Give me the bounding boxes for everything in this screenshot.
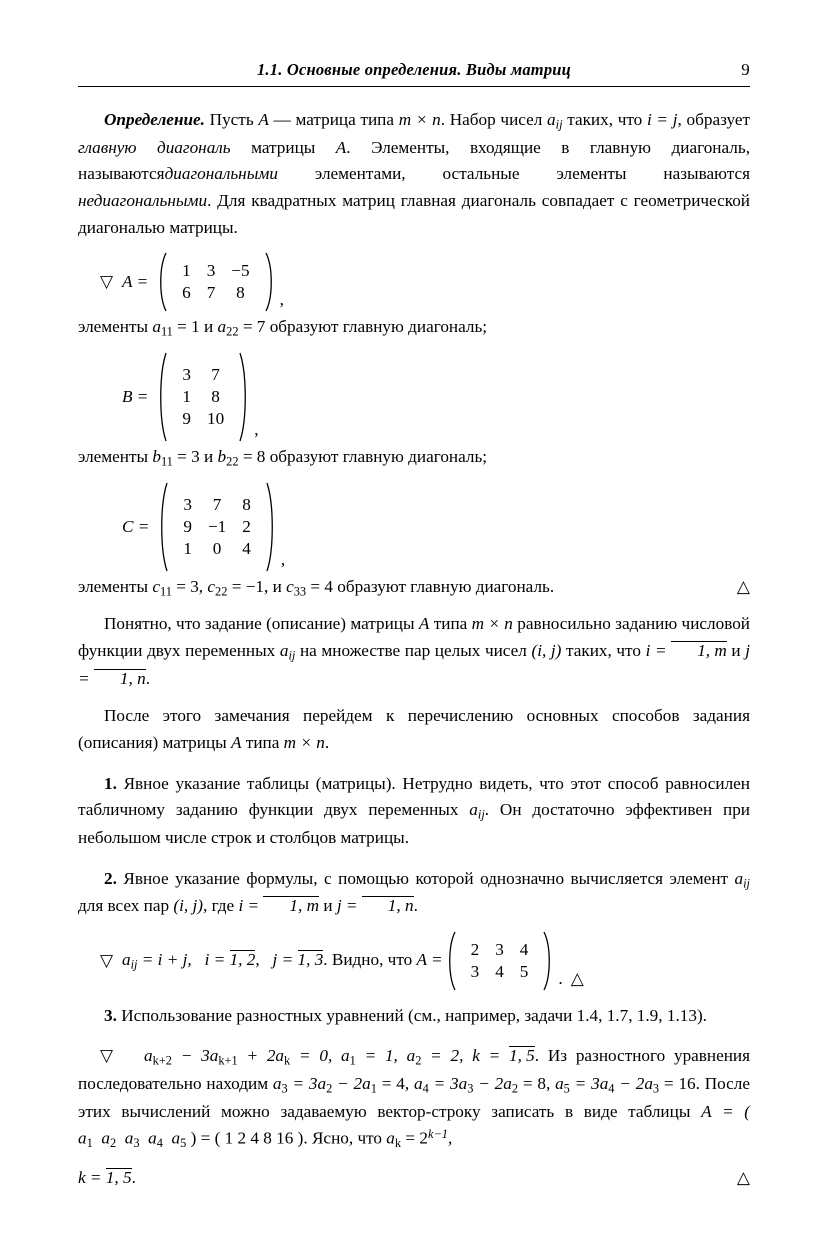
ex3-e-sub: 2 — [415, 1053, 422, 1068]
page-header — [78, 60, 750, 80]
header-rule — [78, 86, 750, 87]
matrix-c-note — [78, 574, 750, 602]
def-text-6: матрицы — [230, 137, 336, 157]
note-sym1: b — [152, 446, 161, 466]
ex3-v1: a — [78, 1129, 87, 1148]
term-main-diagonal: главную диагональ — [78, 137, 231, 157]
item-3 — [78, 1003, 750, 1030]
ex3-v4-sub: 4 — [156, 1136, 163, 1151]
paragraph-after — [78, 703, 750, 756]
pc-3: равносильно заданию числовой функции двух переменных — [78, 614, 750, 660]
item-3-number: 3. — [104, 1005, 117, 1025]
definition-label: Определение. — [104, 110, 205, 129]
matrix-block-c — [78, 482, 750, 572]
ex3-v2-sub: 2 — [109, 1136, 117, 1151]
symbol-A-eq: A = — [416, 949, 443, 969]
symbol-aij: a — [469, 800, 478, 820]
overline-12: 1, 2 — [229, 949, 256, 969]
ex2-text: . Видно, что — [323, 949, 417, 969]
left-paren-icon — [155, 482, 169, 572]
pa-1: После этого замечания перейдем к перечислению основных способов задания (описания) матрицы — [78, 706, 750, 752]
left-paren-icon — [154, 352, 168, 442]
note-pre: элементы — [78, 576, 153, 596]
ex2-comma: , — [255, 949, 260, 969]
ex3-v5: a — [171, 1129, 181, 1148]
symbol-mxn: m × n — [398, 110, 441, 129]
note-sym3-sub: 33 — [293, 584, 307, 599]
pa-3: . — [324, 732, 330, 752]
ex3-b5: − 2a — [614, 1074, 653, 1094]
overline-1n: 1, n — [362, 896, 414, 915]
matrix-c-label: C = — [122, 516, 150, 536]
def-text-4: таких, что — [562, 110, 647, 129]
ex3-ak-tail: , — [447, 1129, 453, 1148]
term-diagonal: диагональными — [164, 164, 278, 184]
note-sym1-sub: 11 — [159, 584, 172, 599]
item-1-text-2: . Он достаточно эффективен при небольшом числе строк и столбцов матрицы. — [78, 800, 750, 847]
ex3-ak-sup: k−1 — [427, 1127, 448, 1142]
pc-6: и — [726, 640, 746, 660]
end-triangle-icon: △ — [736, 1167, 750, 1187]
item-1 — [78, 771, 750, 852]
note-sym2-tail: = −1, и — [227, 576, 287, 596]
ex3-a5-tail: = 3a — [569, 1074, 609, 1094]
note-sym2-sub: 22 — [226, 454, 239, 469]
ex3-a4-sub2: 3 — [467, 1081, 474, 1096]
matrix-c — [155, 482, 278, 572]
cell: 7 — [211, 364, 220, 384]
item-2-text-2: для всех пар — [78, 896, 174, 916]
item-2-text-5: . — [413, 896, 418, 916]
symbol-mxn: m × n — [283, 732, 325, 752]
nabla-icon: ▽ — [100, 950, 114, 970]
ex3-v3: a — [124, 1129, 134, 1148]
ex3-b3: − 2a — [332, 1074, 371, 1094]
note-sym2-sub: 22 — [215, 584, 228, 599]
cell: 3 — [470, 961, 480, 981]
ex3-ak-eq: = 2 — [401, 1129, 428, 1148]
ex3-a4-sub: 4 — [422, 1081, 429, 1096]
note-sym2: a — [217, 317, 227, 337]
symbol-aij-sub: ij — [130, 957, 138, 972]
right-paren-icon — [542, 931, 556, 991]
def-text-1: Пусть — [204, 110, 259, 129]
ex3-a5: a — [555, 1074, 564, 1094]
pc-i-eq: i = — [645, 640, 672, 660]
ex3-a4-tail: = 3a — [428, 1074, 468, 1094]
ex3-a3-tail: = 3a — [287, 1074, 327, 1094]
ex3-b5-sub: 3 — [652, 1081, 660, 1096]
cell: 8 — [211, 386, 220, 406]
pc-5: таких, что — [561, 640, 646, 660]
right-paren-icon — [238, 352, 252, 442]
ex2-period: . — [558, 968, 563, 988]
nabla-icon: ▽ — [100, 272, 114, 292]
matrix-b-comma: , — [254, 419, 259, 439]
cell: 3 — [495, 939, 504, 959]
symbol-aij-sub: ij — [288, 648, 296, 663]
ex3-A-eq: A = ( — [701, 1101, 751, 1121]
pc-j-eq: j = — [78, 640, 751, 688]
def-text-9: . Для квадратных матриц главная диагональ совпадает с геометрической диагональю матрицы. — [78, 190, 750, 237]
def-text-8: элементами, остальные элементы называются — [277, 164, 750, 184]
note-sym1: a — [152, 317, 161, 337]
note-sym1: c — [152, 576, 160, 596]
term-nondiagonal: недиагональными — [78, 190, 208, 210]
item-1-number: 1. — [104, 773, 117, 793]
ex3-a5-sub: 5 — [563, 1081, 570, 1096]
symbol-A: A — [258, 110, 269, 129]
cell: 3 — [182, 364, 191, 384]
paragraph-clear — [78, 611, 750, 692]
ex3-v2: a — [101, 1129, 110, 1148]
note-sym1-tail: = 3, — [171, 576, 208, 596]
cell: −1 — [207, 516, 227, 536]
note-sym1-sub: 11 — [160, 454, 173, 469]
note-sym2: b — [217, 446, 227, 466]
def-text-3: . Набор чисел — [440, 110, 548, 129]
symbol-ij: (i, j) — [173, 896, 203, 916]
matrix-example-2-grid — [457, 938, 543, 984]
matrix-b-label: B = — [122, 386, 149, 406]
ex2-j-eq: j = — [272, 949, 298, 969]
cell: −5 — [231, 261, 250, 281]
ex3-b4: − 2a — [473, 1074, 512, 1094]
symbol-ij: (i, j) — [531, 640, 562, 660]
cell: 4 — [519, 939, 529, 959]
pc-4: на множестве пар целых чисел — [295, 640, 532, 660]
ex3-k-tail: . — [131, 1167, 136, 1187]
overline-15: 1, 5 — [105, 1167, 132, 1187]
cell: 4 — [242, 538, 251, 558]
example-2-block — [78, 931, 750, 991]
ex3-a3-sub2: 2 — [326, 1081, 333, 1096]
ex3-ak: a — [386, 1129, 395, 1148]
ex3-d-sub: 1 — [349, 1053, 356, 1068]
example-3 — [78, 1043, 750, 1153]
item-2-j-eq: j = — [336, 896, 362, 916]
ex3-a3-sub: 3 — [281, 1081, 288, 1096]
symbol-aij-sub: ij — [743, 875, 750, 890]
ex3-b: − 3a — [171, 1046, 219, 1066]
cell: 1 — [182, 386, 191, 406]
item-2-text-4: и — [319, 896, 337, 916]
symbol-A: A — [418, 614, 430, 634]
left-paren-icon — [154, 252, 168, 312]
matrix-a — [154, 252, 277, 312]
ex3-k-eq: k = — [78, 1167, 106, 1187]
matrix-c-comma: , — [280, 549, 286, 569]
page-number: 9 — [741, 60, 750, 79]
def-text-5: , образует — [677, 110, 751, 129]
ex2-i-eq: i = — [204, 949, 230, 969]
ex3-d: = 0, a — [290, 1046, 350, 1066]
item-3-text: Использование разностных уравнений (см., например, задачи 1.4, 1.7, 1.9, 1.13). — [116, 1005, 707, 1025]
cell: 10 — [207, 408, 225, 428]
ex3-b5-tail: = 16. После этих вычислений можно задаваемую вектор-строку записать в виде таблицы — [78, 1074, 751, 1121]
matrix-a-grid — [168, 259, 263, 305]
overline-1m: 1, m — [263, 896, 319, 915]
note-pre: элементы — [78, 446, 153, 466]
note-sym2-tail: = 7 образуют главную диагональ; — [238, 317, 488, 337]
cell: 1 — [183, 538, 192, 558]
note-sym3: c — [286, 576, 294, 596]
ex3-v5-sub: 5 — [180, 1136, 187, 1151]
note-sym1-tail: = 1 и — [172, 317, 218, 337]
right-paren-icon — [265, 482, 279, 572]
ex3-a: a — [144, 1046, 153, 1066]
ex3-v1-sub: 1 — [86, 1136, 93, 1151]
ex3-b3-sub: 1 — [370, 1081, 377, 1096]
symbol-aij: a — [279, 640, 289, 660]
item-2-number: 2. — [104, 868, 117, 888]
note-sym3-tail: = 4 образуют главную диагональ. — [306, 576, 555, 596]
note-sym2-tail: = 8 образуют главную диагональ; — [238, 446, 488, 466]
pc-2: типа — [429, 614, 472, 634]
ex3-a4: a — [414, 1074, 423, 1094]
item-2 — [78, 866, 750, 920]
cell: 2 — [242, 516, 251, 536]
matrix-a-note — [78, 314, 750, 342]
cell: 6 — [182, 283, 191, 303]
def-text-7: . Элементы, входящие в главную диагональ, называются — [78, 137, 750, 184]
ex3-b4-tail: = 8, — [518, 1074, 556, 1094]
pc-7: . — [145, 668, 150, 688]
cell: 1 — [182, 261, 191, 281]
item-2-i-eq: i = — [238, 896, 264, 916]
header-title: 1.1. Основные определения. Виды матриц — [256, 60, 572, 79]
note-sym1-tail: = 3 и — [172, 446, 218, 466]
ex3-v4: a — [148, 1129, 157, 1148]
ex3-ak-sub: k — [394, 1136, 402, 1151]
left-paren-icon — [443, 931, 457, 991]
definition-paragraph — [78, 107, 750, 241]
overline-1m: 1, m — [671, 641, 727, 660]
end-triangle-icon: △ — [570, 968, 584, 988]
ex3-g: . Из — [534, 1046, 568, 1066]
matrix-b — [154, 352, 252, 442]
end-triangle-icon: △ — [736, 576, 750, 596]
ex3-f: = 2, k = — [421, 1046, 509, 1066]
cell: 5 — [519, 961, 529, 981]
pa-2: типа — [241, 732, 284, 752]
note-sym2: c — [207, 576, 216, 596]
symbol-aij: a — [122, 949, 131, 969]
ex3-a5-sub2: 4 — [608, 1081, 615, 1096]
ex3-e: = 1, a — [355, 1046, 416, 1066]
ex3-a-sub: k+2 — [152, 1053, 172, 1068]
example-3-last-line — [78, 1165, 750, 1192]
symbol-mxn: m × n — [471, 614, 513, 634]
ex3-b4-sub: 2 — [511, 1081, 519, 1096]
ex3-values: ) = ( 1 2 4 8 16 ). Ясно, что — [186, 1129, 387, 1148]
matrix-a-label: A = — [122, 272, 149, 292]
ex3-b3-tail: = 4, — [376, 1074, 410, 1094]
matrix-a-comma: , — [279, 290, 284, 310]
pc-1: Понятно, что задание (описание) матрицы — [104, 614, 419, 634]
formula-tail: = i + j, — [137, 949, 192, 969]
cell: 8 — [242, 494, 251, 514]
example-2-formula — [122, 950, 443, 972]
symbol-i-eq-j: i = j — [646, 110, 678, 129]
item-2-text-3: , где — [202, 896, 239, 916]
ex3-v3-sub: 3 — [133, 1136, 140, 1151]
ex3-c: + 2a — [237, 1046, 285, 1066]
cell: 3 — [183, 494, 192, 514]
item-1-text-1: Явное указание таблицы (матрицы). Нетрудно видеть, что этот способ равносилен табличному заданию функции двух переменных — [78, 773, 750, 820]
note-pre: элементы — [78, 317, 153, 337]
cell: 2 — [470, 939, 480, 959]
matrix-block-a — [78, 252, 750, 312]
cell: 3 — [206, 261, 216, 281]
overline-15: 1, 5 — [508, 1046, 535, 1066]
cell: 8 — [236, 283, 245, 303]
matrix-b-grid — [168, 363, 238, 431]
matrix-c-grid — [169, 493, 264, 561]
ex3-c-sub: k — [284, 1053, 291, 1068]
matrix-b-note — [78, 444, 750, 472]
symbol-aij-sub: ij — [477, 807, 485, 822]
symbol-A: A — [231, 732, 242, 752]
note-sym2-sub: 22 — [226, 324, 239, 339]
ex3-line2: разностного уравнения последовательно находим — [78, 1046, 751, 1094]
def-text-2: — матрица типа — [268, 110, 399, 129]
cell: 7 — [212, 494, 222, 514]
right-paren-icon — [264, 252, 278, 312]
symbol-A2: A — [335, 137, 347, 157]
cell: 7 — [206, 283, 216, 303]
cell: 4 — [495, 961, 504, 981]
cell: 9 — [182, 408, 191, 428]
ex3-a3: a — [272, 1074, 282, 1094]
ex3-b-sub: k+1 — [218, 1053, 238, 1068]
nabla-icon: ▽ — [100, 1046, 118, 1066]
symbol-aij: a — [734, 868, 744, 888]
overline-1n: 1, n — [94, 669, 146, 688]
symbol-aij: a — [547, 110, 556, 129]
cell: 0 — [212, 538, 222, 558]
item-2-text-1: Явное указание формулы, с помощью которой однозначно вычисляется элемент — [116, 868, 735, 888]
overline-13: 1, 3 — [297, 949, 324, 969]
matrix-example-2 — [443, 931, 557, 991]
note-sym1-sub: 11 — [160, 324, 173, 339]
symbol-aij-sub: ij — [555, 117, 563, 132]
cell: 9 — [183, 516, 192, 536]
ex3-k-line — [78, 1165, 136, 1192]
matrix-block-b — [78, 352, 750, 442]
